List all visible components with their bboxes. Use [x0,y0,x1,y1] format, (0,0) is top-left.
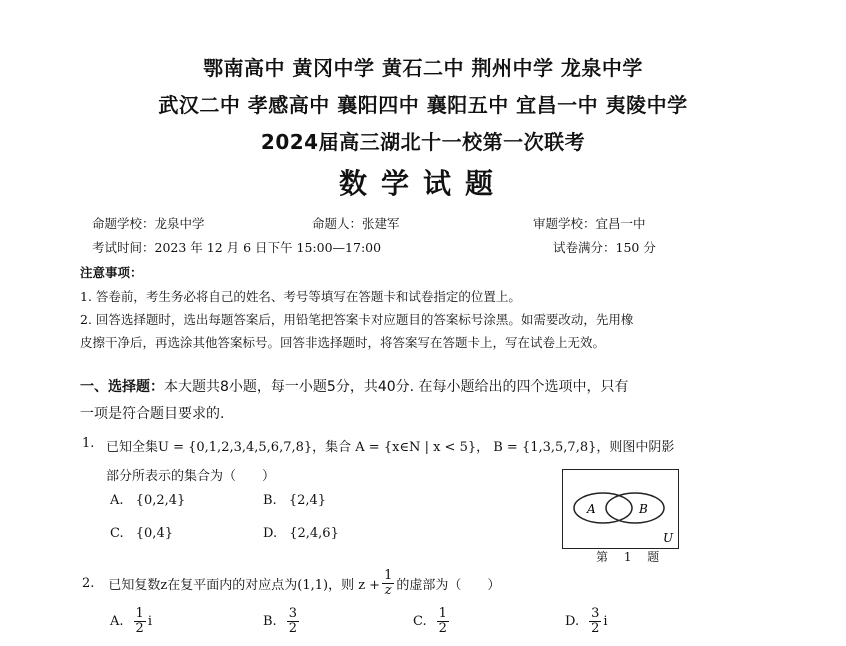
q1-figure-caption: 第 1 题 [596,550,666,564]
exam-title: 2024届高三湖北十一校第一次联考 [260,130,586,154]
q1-option-d[interactable] [263,526,339,541]
notes-item-2-line2: 皮擦干净后，再选涂其他答案标号。回答非选择题时，将答案写在答题卡上，写在试卷上无效。 [80,335,606,350]
q2-frac-den: z [384,583,392,598]
header-schools-line1: 鄂南高中 黄冈中学 黄石二中 荆州中学 龙泉中学 [203,56,643,80]
q2-option-a-frac [134,607,146,636]
q1-option-c[interactable] [110,526,173,541]
venn-label-u: U [663,531,674,545]
q1-option-c-label: C. [110,526,124,541]
q2-option-a-num: 1 [135,606,144,621]
q1-option-c-text: {0,4} [135,526,173,541]
venn-label-a: A [587,502,596,516]
q1-stem-line2: 部分所表示的集合为（ ） [106,469,276,484]
q2-option-d-den: 2 [591,621,600,636]
q2-option-c-label: C. [413,614,427,629]
q1-option-a-label: A. [110,493,124,508]
full-score: 试卷满分：150 分 [553,240,656,255]
section1-line2: 一项是符合题目要求的. [80,406,225,422]
q2-option-d[interactable] [565,607,608,636]
q2-option-a-den: 2 [135,621,144,636]
q2-option-b-frac [287,607,299,636]
review-school: 审题学校：宜昌一中 [533,216,646,231]
venn-diagram [563,470,678,548]
q2-stem-after: 的虚部为（ ） [396,578,501,593]
q1-option-b[interactable] [263,493,326,508]
q1-option-d-text: {2,4,6} [289,526,339,541]
q1-venn-figure [562,469,679,549]
subject-title: 数学试题 [338,167,507,200]
header-schools-line2: 武汉二中 孝感高中 襄阳四中 襄阳五中 宜昌一中 夷陵中学 [158,93,688,117]
q2-stem-fraction [382,569,394,598]
q1-option-a[interactable] [110,493,185,508]
q2-option-b[interactable] [263,607,301,636]
q1-option-b-label: B. [263,493,277,508]
q2-option-d-frac [589,607,601,636]
q2-option-b-den: 2 [288,621,297,636]
venn-label-b: B [639,502,648,516]
q2-option-a[interactable] [110,607,152,636]
q2-frac-num: 1 [384,568,393,583]
section1-line1: 本大题共8小题，每一小题5分，共40分. 在每小题给出的四个选项中，只有 [164,379,629,395]
q1-number: 1. [82,436,95,451]
q2-option-b-num: 3 [288,606,297,621]
q2-number: 2. [82,576,95,591]
notes-item-1: 1. 答卷前，考生务必将自己的姓名、考号等填写在答题卡和试卷指定的位置上。 [80,289,521,304]
q2-option-d-num: 3 [591,606,600,621]
author: 命题人：张建军 [312,216,400,231]
section1-heading [80,376,629,396]
q2-option-a-suffix: i [147,614,152,629]
venn-set-b-ellipse [606,493,664,523]
q2-stem-before: 已知复数z在复平面内的对应点为(1,1)，则 z + [108,578,381,593]
q2-option-d-suffix: i [603,614,608,629]
notes-item-2-line1: 2. 回答选择题时，选出每题答案后，用铅笔把答案卡对应题目的答案标号涂黑。如需要改动，先用橡 [80,312,634,327]
section1-label: 一、选择题： [80,379,164,395]
q2-option-d-label: D. [565,614,580,629]
author-school: 命题学校：龙泉中学 [92,216,205,231]
q2-option-c-num: 1 [438,606,447,621]
q1-stem-line1: 已知全集U = {0,1,2,3,4,5,6,7,8}，集合 A = {x∈N | x < 5}， B = {1,3,5,7,8}，则图中阴影 [106,440,675,455]
notes-heading: 注意事项： [80,265,143,280]
q2-stem [82,569,500,598]
q2-option-a-label: A. [110,614,124,629]
exam-time: 考试时间：2023 年 12 月 6 日下午 15:00—17:00 [92,240,382,255]
q2-option-c[interactable] [413,607,451,636]
q1-option-d-label: D. [263,526,278,541]
q2-option-c-frac [437,607,449,636]
q2-option-b-label: B. [263,614,277,629]
q1-option-b-text: {2,4} [288,493,327,508]
q1-option-a-text: {0,2,4} [135,493,186,508]
q2-option-c-den: 2 [438,621,447,636]
venn-set-a-ellipse [574,493,632,523]
